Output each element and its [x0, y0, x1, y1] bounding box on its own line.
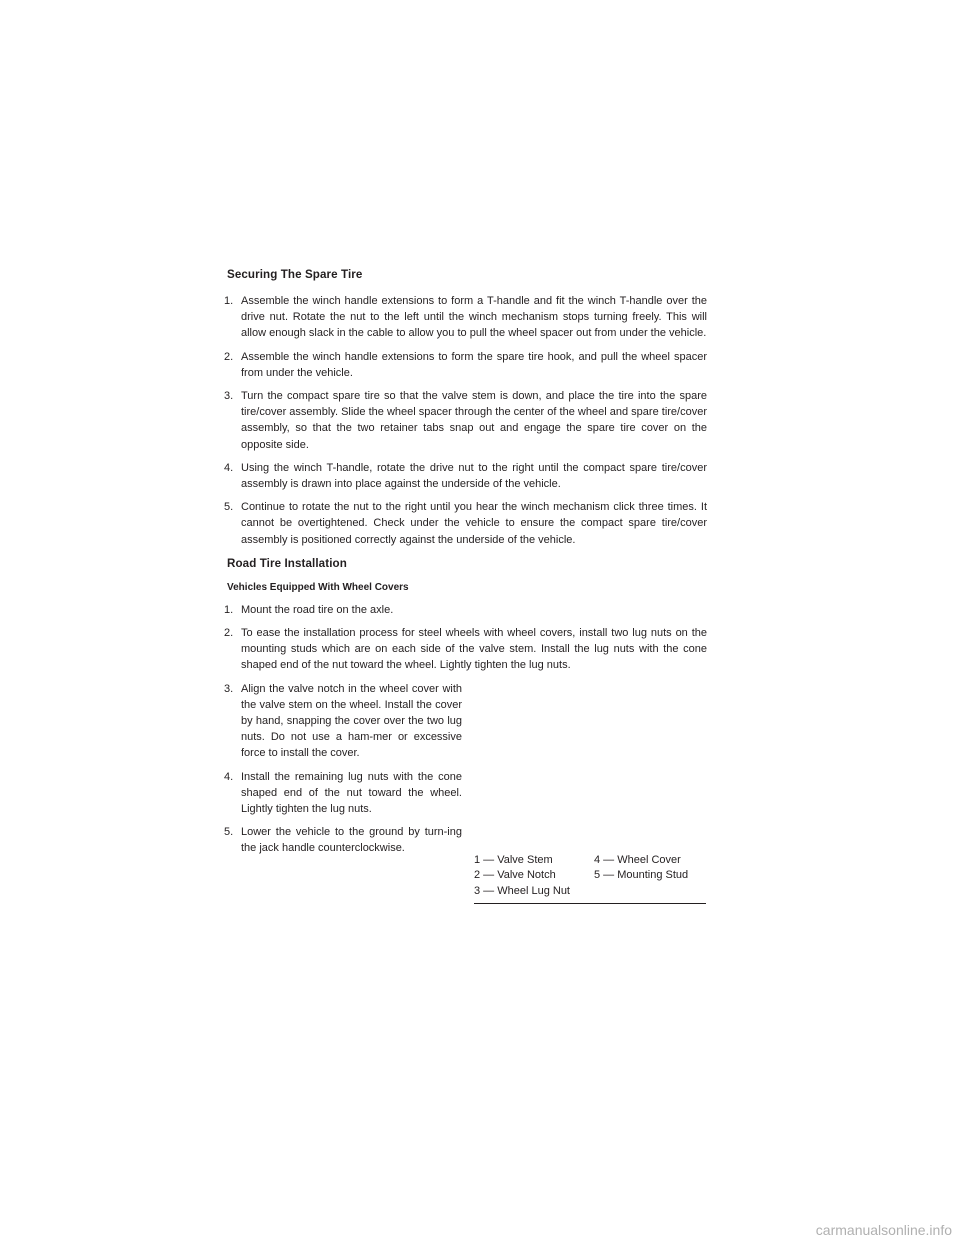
list-item: 3. Turn the compact spare tire so that the valve stem is down, and place the tire into the spare tire/cover assembly. Slide the wheel spacer through the center of the wheel and spare tire/cover assembly, so that the two retainer tabs snap out and engage the spare tire cover on the opposite side. [224, 390, 707, 451]
legend-item: 1 — Valve Stem [474, 853, 553, 866]
list-item: 2. Assemble the winch handle extensions to form the spare tire hook, and pull the wheel spacer from under the vehicle. [224, 350, 707, 379]
securing-steps [224, 293, 707, 548]
legend-item: 4 — Wheel Cover [594, 853, 681, 866]
section-title-securing: Securing The Spare Tire [227, 268, 363, 281]
page-content [224, 268, 707, 897]
section-title-road: Road Tire Installation [227, 556, 347, 570]
list-item: 5. Lower the vehicle to the ground by turn-ing the jack handle counterclockwise. [224, 826, 462, 855]
list-item: 4. Using the winch T-handle, rotate the drive nut to the right until the compact spare tire/cover assembly is drawn into place against the underside of the vehicle. [224, 461, 707, 491]
legend-item: 2 — Valve Notch [474, 869, 556, 882]
list-item: 1. Mount the road tire on the axle. [224, 603, 394, 616]
list-item: 1. Assemble the winch handle extensions to form a T-handle and fit the winch T-handle over the drive nut. Rotate the nut to the left until the winch mechanism stops turning freely. This will allow enough slack in the cable to allow you to pull the wheel spacer out from under the vehicle. [224, 295, 707, 340]
watermark-text: carmanualsonline.info [815, 1222, 952, 1238]
list-item: 5. Continue to rotate the nut to the right until you hear the winch mechanism click three times. It cannot be overtightened. Check under the vehicle to ensure the compact spare tire/cover assembly is positioned correctly against the underside of the vehicle. [224, 501, 707, 546]
road-steps-full [224, 602, 707, 674]
legend-item: 5 — Mounting Stud [594, 869, 689, 882]
subsection-title: Vehicles Equipped With Wheel Covers [227, 581, 409, 593]
road-steps-narrow [224, 681, 462, 857]
figure-legend [474, 853, 706, 905]
list-item: 2. To ease the installation process for steel wheels with wheel covers, install two lug nuts on the mounting studs which are on each side of the valve stem. Install the lug nuts with the cone shaped end of the nut toward the wheel. Lightly tighten the lug nuts. [224, 627, 707, 672]
list-item: 3. Align the valve notch in the wheel cover with the valve stem on the wheel. Install the cover by hand, snapping the cover over the two lug nuts. Do not use a ham-mer or excessive force to install the cover. [224, 682, 462, 760]
list-item: 4. Install the remaining lug nuts with the cone shaped end of the nut toward the wheel. Lightly tighten the lug nuts. [224, 770, 462, 816]
two-column-block [224, 681, 707, 897]
legend-item: 3 — Wheel Lug Nut [474, 884, 570, 897]
legend-item [594, 884, 706, 900]
